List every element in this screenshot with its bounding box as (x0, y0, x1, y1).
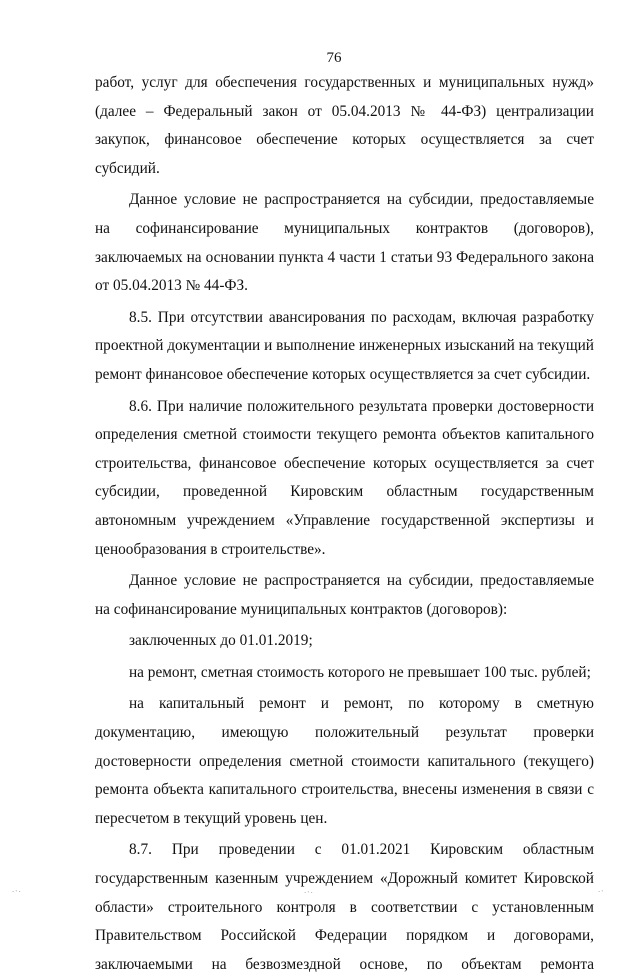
paragraph-exception-list-intro: Данное условие не распространяется на субсидии, предоставляемые на софинансирование муниципальных контрактов (договоров): (95, 572, 594, 618)
paragraph-exception-note: Данное условие не распространяется на субсидии, предоставляемые на софинансирование муниципальных контрактов (договоров), заключаемых на основании пункта 4 части 1 статьи 93 Федерального закона от 05.04.2013 № 44-ФЗ. (95, 191, 594, 295)
list-item-capital-repair-recalculated: на капитальный ремонт и ремонт, по которому в сметную документацию, имеющую положительный результат проверки достоверности определения сметной стоимости капитального (текущего) ремонта объекта капитального строительства, внесены изменения в связи с пересчетом в текущий уровень цен. (95, 695, 594, 827)
paragraph-clause-8-5: 8.5. При отсутствии авансирования по расходам, включая разработку проектной документации и выполнение инженерных изысканий на текущий ремонт финансовое обеспечение которых осуществляется за счет субсидии. (95, 308, 594, 383)
scan-artifact-mark: ·ˑ (598, 888, 605, 896)
paragraph-clause-8-7: 8.7. При проведении с 01.01.2021 Кировским областным государственным казенным учреждением «Дорожный комитет Кировской области» строительного контроля в соответствии с установленным Правительством Российской Федерации порядком и договорами, заключаемыми на безвозмездной основе, по объектам ремонта (95, 841, 594, 973)
document-body (95, 69, 594, 979)
paragraph-clause-8-6: 8.6. При наличие положительного результата проверки достоверности определения сметной стоимости текущего ремонта объектов капитального строительства, финансовое обеспечение которых осуществляется за счет субсидии, проведенной Кировским областным государственным автономным учреждением «Управление государственной экспертизы и ценообразования в строительстве». (95, 397, 594, 558)
scan-artifact-mark: ·ˑ· (12, 888, 22, 896)
scan-artifact-mark: ·ˑ· (304, 889, 314, 897)
list-item-contracts-before-2019: заключенных до 01.01.2019; (129, 632, 313, 650)
list-item-repair-under-100k: на ремонт, сметная стоимость которого не превышает 100 тыс. рублей; (129, 663, 591, 681)
paragraph-continuation: работ, услуг для обеспечения государственных и муниципальных нужд» (далее – Федеральный закон от 05.04.2013 № 44-ФЗ) централизации закупок, финансовое обеспечение которых осуществляется за счет субсидий. (95, 74, 594, 177)
page-number: 76 (326, 50, 342, 66)
